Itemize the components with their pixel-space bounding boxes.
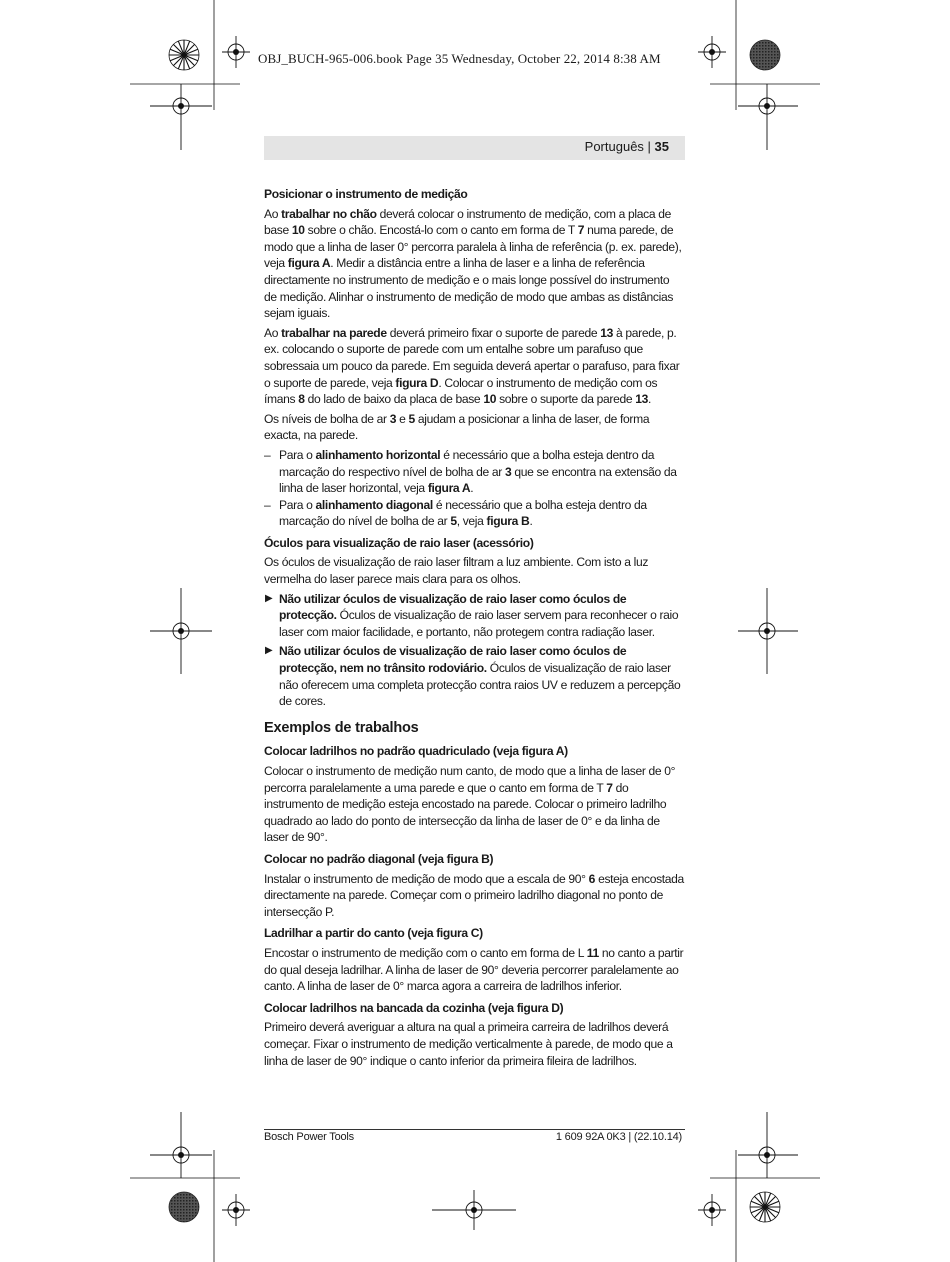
list-item: – Para o alinhamento horizontal é necessário que a bolha esteja dentro da marcação do respectivo nível de bolha de ar 3 que se encontra na extensão da linha de laser horizontal, veja figura A. — [264, 447, 677, 496]
paragraph-example-d: Primeiro deverá averiguar a altura na qual a primeira carreira de ladrilhos deverá começar. Fixar o instrumento de medição verticalmente à parede, de modo que a linha de laser de 90° indique o canto inferior da primeira fileira de ladrilhos. — [264, 1020, 673, 1068]
heading-example-c: Ladrilhar a partir do canto (veja figura C) — [264, 926, 483, 941]
triangle-bullet-icon: ▶ — [265, 592, 273, 604]
file-slug: OBJ_BUCH-965-006.book Page 35 Wednesday, October 22, 2014 8:38 AM — [258, 51, 661, 66]
page-number: 35 — [654, 139, 669, 154]
page-header — [264, 136, 685, 160]
heading-example-b: Colocar no padrão diagonal (veja figura B) — [264, 851, 494, 866]
warning-item: ▶ Não utilizar óculos de visualização de raio laser como óculos de protecção. Óculos de visualização de raio laser servem para reconhecer o raio laser com maior facilidade, e portanto, não protegem contra radiação laser. — [265, 591, 679, 639]
header-label: Português | 35 — [584, 139, 669, 154]
paragraph-example-b: Instalar o instrumento de medição de modo que a escala de 90° 6 esteja encostada directamente na parede. Começar com o primeiro ladrilho diagonal no ponto de intersecção P. — [264, 871, 684, 919]
star-target-top-left — [169, 40, 199, 70]
paragraph-levels: Os níveis de bolha de ar 3 e 5 ajudam a posicionar a linha de laser, de forma exacta, na parede. — [264, 411, 650, 443]
list-item: – Para o alinhamento diagonal é necessário que a bolha esteja dentro da marcação do nível de bolha de ar 5, veja figura B. — [264, 497, 647, 529]
alignment-list — [264, 447, 685, 530]
section-title-examples: Exemplos de trabalhos — [264, 719, 419, 736]
footer-doc-number: 1 609 92A 0K3 | (22.10.14) — [555, 1131, 682, 1143]
header-language: Português — [584, 139, 644, 154]
heading-example-d: Colocar ladrilhos na bancada da cozinha (veja figura D) — [264, 1000, 564, 1015]
gray-target-bottom-left — [169, 1192, 199, 1222]
footer-publisher: Bosch Power Tools — [264, 1131, 354, 1143]
heading-example-a: Colocar ladrilhos no padrão quadriculado (veja figura A) — [264, 744, 568, 759]
paragraph-example-c: Encostar o instrumento de medição com o canto em forma de L 11 no canto a partir do qual deseja ladrilhar. A linha de laser de 90° deveria percorrer paralelamente ao canto. A linha de laser de 0° marca agora a carreira de ladrilhos inferior. — [264, 945, 684, 994]
heading-positioning: Posicionar o instrumento de medição — [264, 187, 468, 201]
footer-divider — [264, 1129, 685, 1130]
paragraph-glasses: Os óculos de visualização de raio laser filtram a luz ambiente. Com isto a luz vermelha do laser parece mais clara para os olhos. — [264, 555, 649, 587]
warning-item: ▶ Não utilizar óculos de visualização de raio laser como óculos de protecção, nem no trânsito rodoviário. Óculos de visualização de raio laser não oferecem uma completa protecção contra raios UV e reduzem a percepção de cores. — [265, 644, 681, 709]
star-target-bottom-right — [750, 1192, 780, 1222]
heading-glasses: Óculos para visualização de raio laser (acessório) — [264, 535, 534, 550]
warning-list — [264, 591, 685, 710]
gray-target-top-right — [750, 40, 780, 70]
paragraph-example-a: Colocar o instrumento de medição num canto, de modo que a linha de laser de 0° percorra paralelamente a uma parede e que o canto em forma de T 7 do instrumento de medição esteja encostado na parede. Colocar o primeiro ladrilho quadrado ao lado do ponto de intersecção da linha de laser de 0° e da linha de laser de 90°. — [264, 764, 676, 845]
triangle-bullet-icon: ▶ — [265, 645, 273, 657]
paragraph-floor: Ao trabalhar no chão deverá colocar o instrumento de medição, com a placa de base 10 sobre o chão. Encostá-lo com o canto em forma de T 7 numa parede, de modo que a linha de laser 0° percorra paralela à linha de referência (p. ex. parede), veja figura A. Medir a distância entre a linha de laser e a linha de referência directamente no instrumento de medição e o mais longe possível do instrumento de medição. Alinhar o instrumento de medição de modo que ambas as distâncias sejam iguais. — [264, 206, 682, 321]
paragraph-wall: Ao trabalhar na parede deverá primeiro fixar o suporte de parede 13 à parede, p. ex. colocando o suporte de parede com um entalhe sobre um parafuso que sobressaia um pouco da parede. Em seguida deverá apertar o parafuso, para fixar o suporte de parede, veja figura D. Colocar o instrumento de medição com os ímans 8 do lado de baixo da placa de base 10 sobre o suporte da parede 13. — [264, 325, 680, 407]
page-content — [264, 186, 685, 1072]
